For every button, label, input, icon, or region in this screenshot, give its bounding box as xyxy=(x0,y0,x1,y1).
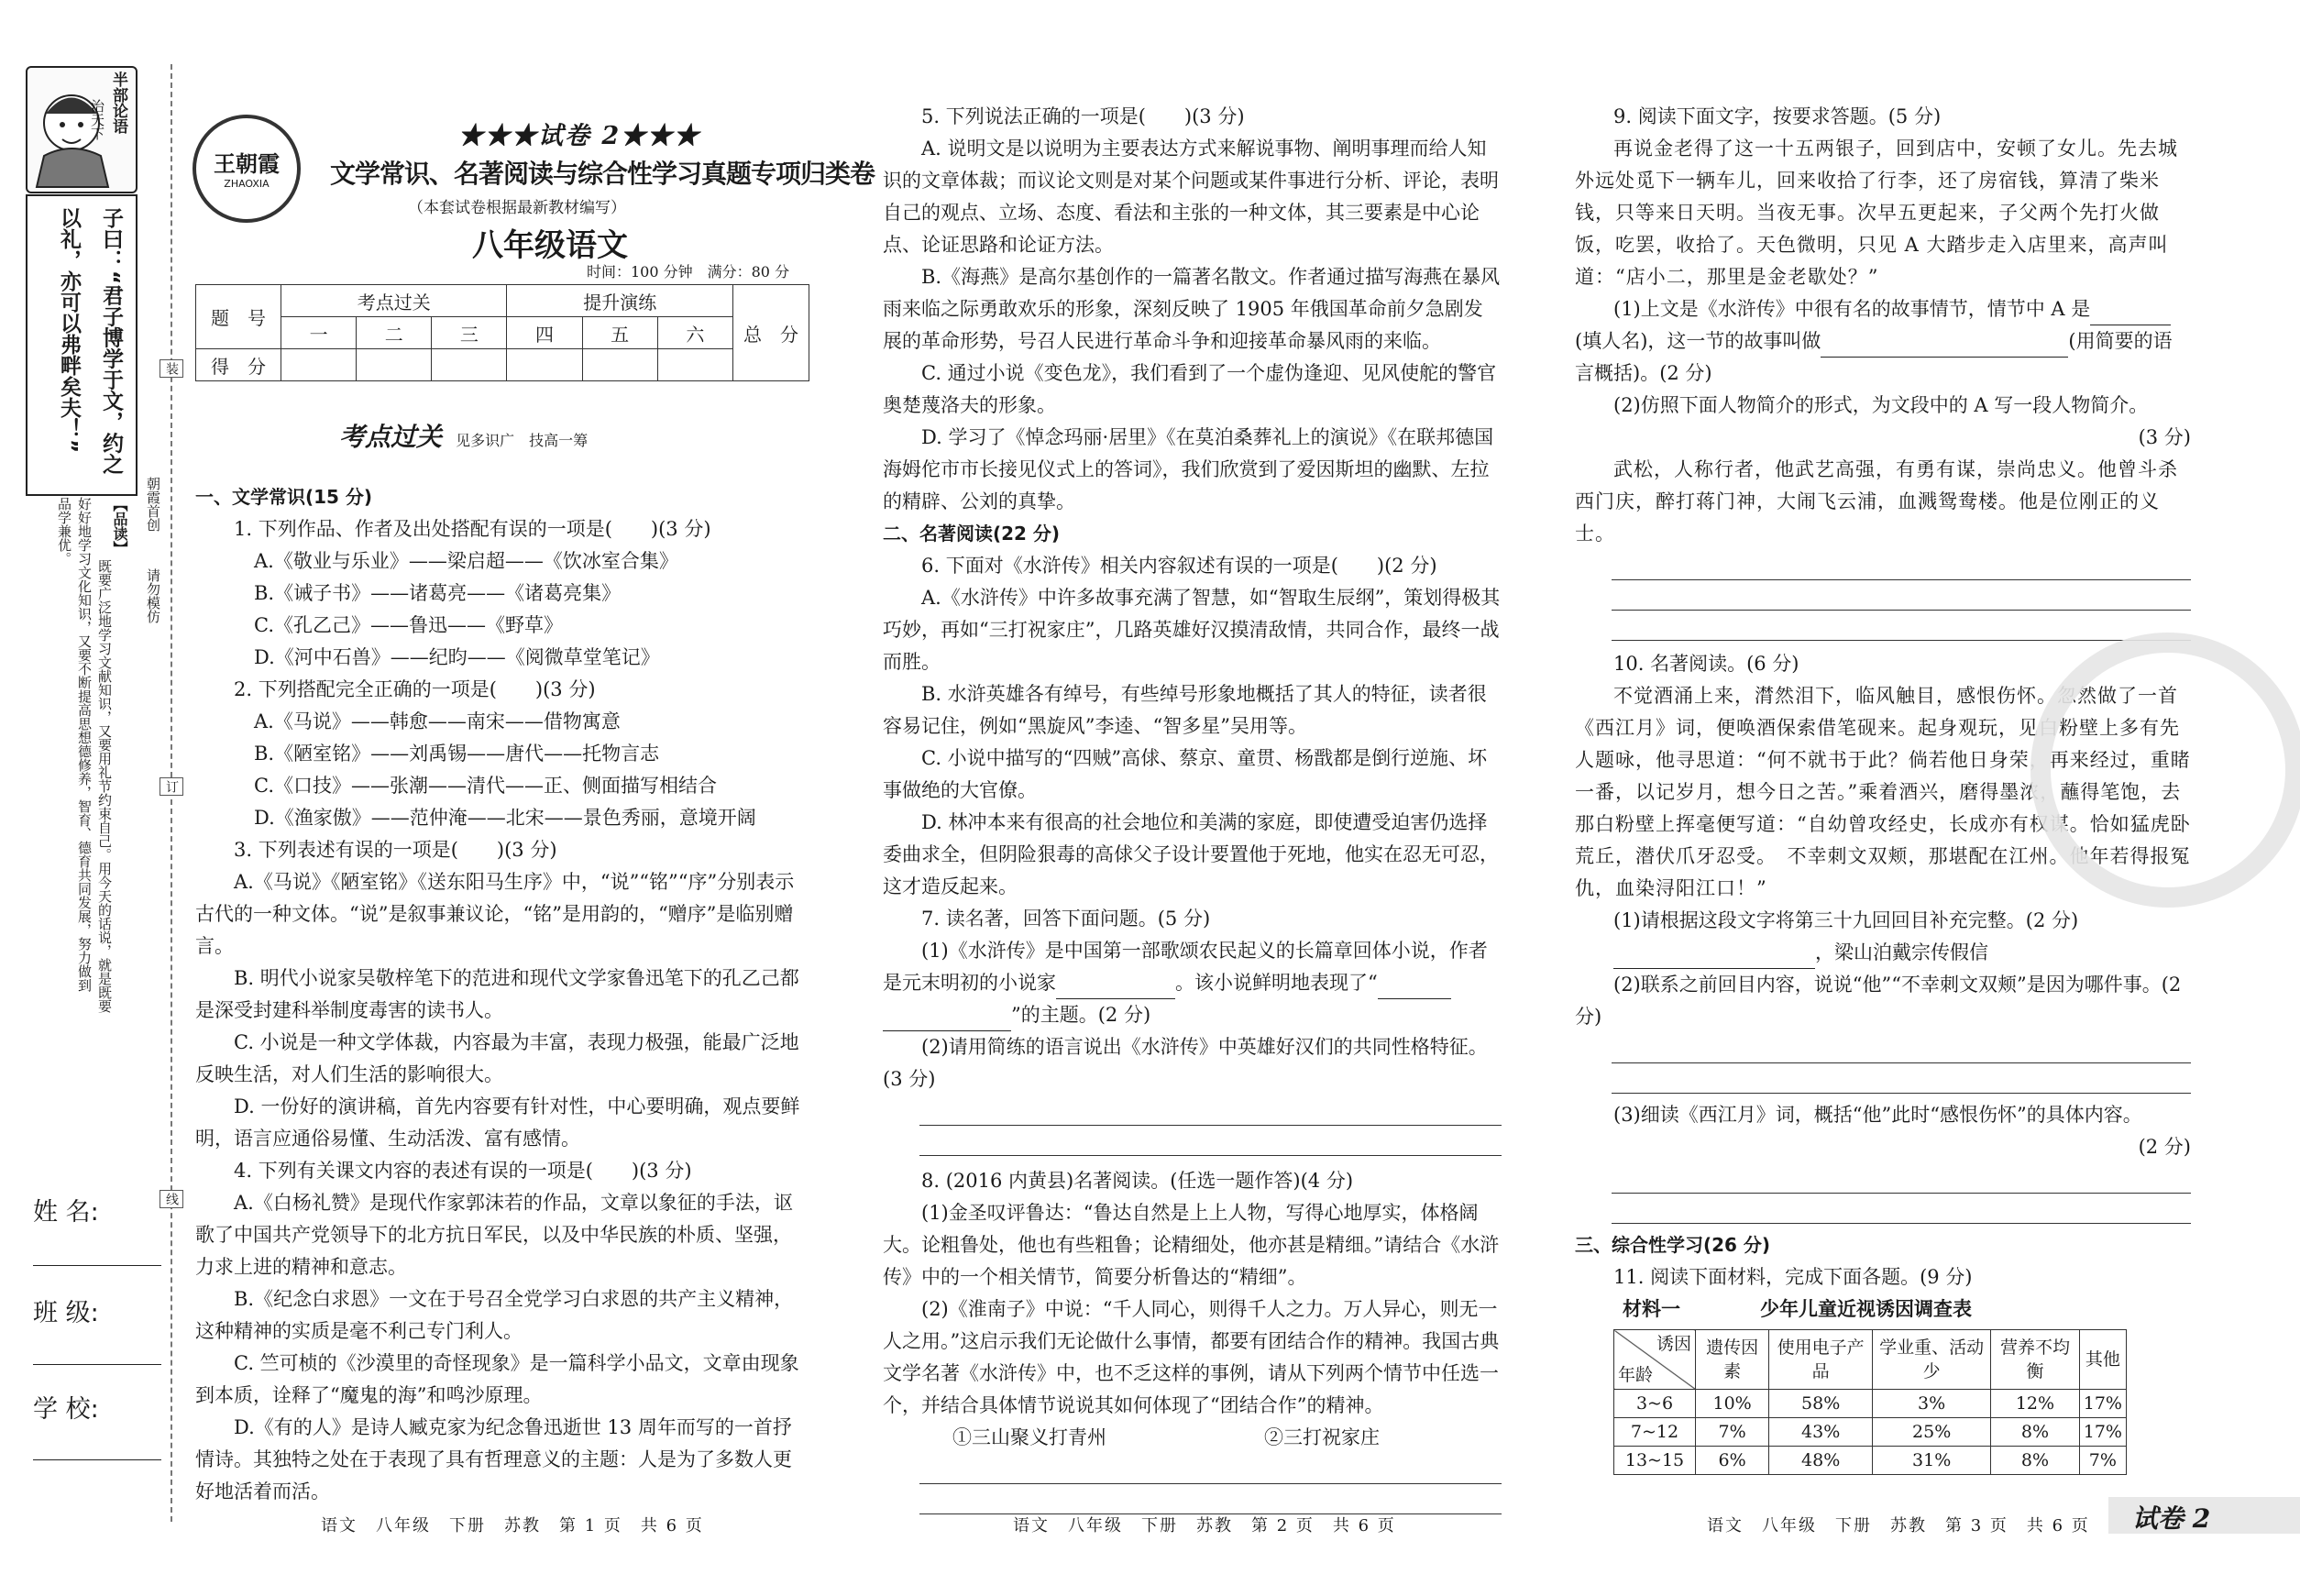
score-cell[interactable] xyxy=(281,349,357,381)
q8-option-2: ②三打祝家庄 xyxy=(1264,1426,1380,1448)
table-header: 使用电子产品 xyxy=(1769,1330,1873,1390)
q5-option-a: A. 说明文是以说明为主要表达方式来解说事物、阐明事理而给人知识的文章体裁；而议论文则是对某个问题或某件事进行分析、评论，表明自己的观点、立场、态度、看法和主张的一种文体，其三要素是中心论点、论证思路和论证方法。 xyxy=(883,138,1499,256)
q1-option-b: B.《诫子书》——诸葛亮——《诸葛亮集》 xyxy=(254,582,622,604)
answer-line[interactable] xyxy=(919,1484,1502,1514)
q10-title-blank[interactable] xyxy=(1613,946,1815,969)
logo-subtext: ZHAOXIA xyxy=(224,178,270,190)
table-row xyxy=(1614,1418,2127,1447)
q8-2-text: (2)《淮南子》中说：“千人同心，则得千人之力。万人异心，则无一人之用。”这启示我们无论做什么事情，都要有团结合作的精神。我国古典文学名著《水浒传》中，也不乏这样的事例，请从下列两个情节中任选一个，并结合具体情节说说其如何体现了“团结合作”的精神。 xyxy=(883,1298,1500,1416)
footer-page-2: 语文 八年级 下册 苏教 第 2 页 共 6 页 xyxy=(1013,1516,1396,1535)
q10-2-text: (2)联系之前回目内容，说说“他”“不幸刺文双颊”是因为哪件事。(2 分) xyxy=(1575,974,2182,1028)
q9-name-blank[interactable] xyxy=(2090,303,2171,325)
q7-author-blank[interactable] xyxy=(1056,976,1175,999)
exam-title: 文学常识、名著阅读与综合性学习真题专项归类卷 xyxy=(330,159,875,189)
table-header: 营养不均衡 xyxy=(1991,1330,2080,1390)
q9-stem: 9. 阅读下面文字，按要求答题。(5 分) xyxy=(1613,105,1942,127)
grade-title: 八年级语文 xyxy=(472,227,628,264)
pindu-col-2: 好好地学习文化知识，又要不断提高思想德修养，智育、德育共同发展，努力做到 xyxy=(76,497,93,992)
q7-1-text: (1)《水浒传》是中国第一部歌颂农民起义的长篇章回体小说，作者是元末明初的小说家 xyxy=(883,940,1488,994)
q9-passage: 再说金老得了这一十五两银子，回到店中，安顿了女儿。先去城外远处觅下一辆车儿，回来收拾了行李，还了房宿钱，算清了柴米钱，只等来日天明。当夜无事。次早五更起来，子父两个先打火做饭，吃罢，收拾了。天色微明，只见 A 大踏步走入店里来，高声叫道：“店小二，那里是金老歇处？” xyxy=(1575,138,2178,288)
name-field[interactable] xyxy=(33,1265,161,1266)
banner-title: 考点过关 xyxy=(339,422,443,452)
q2-option-c: C.《口技》——张潮——清代——正、侧面描写相结合 xyxy=(254,775,717,797)
score-group-2: 提升演练 xyxy=(507,285,733,317)
footer-page-3: 语文 八年级 下册 苏教 第 3 页 共 6 页 xyxy=(1707,1516,2090,1535)
cell: 3% xyxy=(1873,1390,1991,1418)
score-cell[interactable] xyxy=(657,349,732,381)
class-label: 班 级: xyxy=(33,1299,99,1327)
q10-passage: 不觉酒涌上来，潸然泪下，临风触目，感恨伤怀。忽然做了一首《西江月》词，便唤酒保索借笔砚来。起身观玩，见白粉壁上多有先人题咏，他寻思道：“何不就书于此？倘若他日身荣，再来经过，重睹一番，以记岁月，想今日之苦。”乘着酒兴，磨得墨浓，蘸得笔饱，去那白粉壁上挥毫便写道：“自幼曾攻经史，长成亦有权谋。恰如猛虎卧荒丘，潜伏爪牙忍受。 不幸刺文双颊，那堪配在江州。他年若得报冤仇，血染浔阳江口！” xyxy=(1575,685,2191,899)
answer-line[interactable] xyxy=(919,1126,1502,1156)
q9-1-text: (1)上文是《水浒传》中很有名的故事情节，情节中 A 是 xyxy=(1613,298,2091,320)
q4-option-c: C. 竺可桢的《沙漠里的奇怪现象》是一篇科学小品文，文章由现象到本质，诠释了“魔鬼的海”和鸣沙原理。 xyxy=(195,1352,799,1406)
q2-option-b: B.《陋室铭》——刘禹锡——唐代——托物言志 xyxy=(254,743,660,765)
quote-col-2: 以礼，亦可以弗畔矣夫！” xyxy=(57,207,81,454)
table-corner xyxy=(1614,1330,1696,1390)
cell: 7% xyxy=(2079,1447,2126,1475)
sidebar xyxy=(0,0,183,1596)
cell: 7% xyxy=(1696,1418,1769,1447)
cell: 43% xyxy=(1769,1418,1873,1447)
q7-1-text-2: 。该小说鲜明地表现了“ xyxy=(1175,972,1378,994)
q4-option-a: A.《白杨礼赞》是现代作家郭沫若的作品，文章以象征的手法，讴歌了中国共产党领导下的北方抗日军民，以及中华民族的朴质、坚强，力求上进的精神和意志。 xyxy=(195,1192,793,1278)
q7-stem: 7. 读名著，回答下面问题。(5 分) xyxy=(921,908,1211,930)
brand-logo xyxy=(193,115,301,223)
q7-theme-blank[interactable] xyxy=(1378,976,1451,999)
original-text-2: 请勿模仿 xyxy=(145,568,161,623)
answer-line[interactable] xyxy=(919,1095,1502,1126)
answer-line[interactable] xyxy=(1612,1033,2191,1063)
exam-number: ★★★试卷 2★★★ xyxy=(458,122,701,150)
section-1-heading: 一、文学常识(15 分) xyxy=(195,486,373,508)
banner-subtitle: 见多识广 技高一筹 xyxy=(456,432,589,449)
cell: 13~15 xyxy=(1614,1447,1696,1475)
class-field[interactable] xyxy=(33,1364,161,1365)
q3-option-d: D. 一份好的演讲稿，首先内容要有针对性，中心要明确，观点要鲜明，语言应通俗易懂、生动活泼、富有感情。 xyxy=(195,1095,800,1150)
q5-option-c: C. 通过小说《变色龙》，我们看到了一个虚伪逢迎、见风使舵的警官奥楚蔑洛夫的形象。 xyxy=(883,362,1497,416)
time-info: 时间：100 分钟 满分：80 分 xyxy=(587,263,790,281)
badge-text-2: 治天下 xyxy=(89,99,105,140)
q6-option-a: A.《水浒传》中许多故事充满了智慧，如“智取生辰纲”，策划得极其巧妙，再如“三打祝家庄”，几路英雄好汉摸清敌情，共同合作，最终一战而胜。 xyxy=(883,587,1501,673)
pindu-col-1: 既要广泛地学习文献知识，又要用礼节约束自己。用今天的话说，就是既要 xyxy=(96,559,113,1013)
quote-box xyxy=(26,194,138,496)
cell: 48% xyxy=(1769,1447,1873,1475)
q3-stem: 3. 下列表述有误的一项是( )(3 分) xyxy=(234,839,557,861)
cell: 17% xyxy=(2079,1418,2126,1447)
score-group-1: 考点过关 xyxy=(281,285,507,317)
section-2-heading: 二、名著阅读(22 分) xyxy=(883,523,1061,545)
cell: 3~6 xyxy=(1614,1390,1696,1418)
section-banner xyxy=(339,417,706,454)
survey-table xyxy=(1613,1329,2127,1475)
q4-stem: 4. 下列有关课文内容的表述有误的一项是( )(3 分) xyxy=(234,1160,692,1182)
q7-1-text-3: ”的主题。(2 分) xyxy=(1011,1004,1151,1026)
answer-line[interactable] xyxy=(1612,611,2191,641)
pindu-col-3: 品学兼优。 xyxy=(56,497,72,566)
answer-line[interactable] xyxy=(1612,580,2191,611)
exam-subtitle: （本套试卷根据最新教材编写） xyxy=(408,199,626,217)
q9-sample: 武松，人称行者，他武艺高强，有勇有谋，崇尚忠义。他曾斗杀西门庆，醉打蒋门神，大闹飞云浦，血溅鸳鸯楼。他是位刚正的义士。 xyxy=(1575,458,2178,545)
cell: 58% xyxy=(1769,1390,1873,1418)
score-cell[interactable] xyxy=(582,349,657,381)
cell: 10% xyxy=(1696,1390,1769,1418)
q2-stem: 2. 下列搭配完全正确的一项是( )(3 分) xyxy=(234,678,596,700)
cell: 8% xyxy=(1991,1418,2080,1447)
score-col-1: 一 xyxy=(281,317,357,349)
score-col-2: 二 xyxy=(357,317,432,349)
cell: 17% xyxy=(2079,1390,2126,1418)
q5-stem: 5. 下列说法正确的一项是( )(3 分) xyxy=(921,105,1245,127)
logo-text: 王朝霞 xyxy=(214,150,280,177)
footer-page-1: 语文 八年级 下册 苏教 第 1 页 共 6 页 xyxy=(321,1516,704,1535)
q6-option-d: D. 林冲本来有很高的社会地位和美满的家庭，即使遭受迫害仍选择委曲求全，但阴险狠毒的高俅父子设计要置他于死地，他实在忍无可忍，这才造反起来。 xyxy=(883,811,1499,897)
table-header: 其他 xyxy=(2079,1330,2126,1390)
q8-1-text: (1)金圣叹评鲁达：“鲁达自然是上上人物，写得心地厚实，体格阔大。论粗鲁处，他也有些粗鲁；论精细处，他亦甚是精细。”请结合《水浒传》中的一个相关情节，简要分析鲁达的“精细”。 xyxy=(883,1202,1500,1288)
footer-tag-text: 试卷 2 xyxy=(2132,1503,2211,1534)
original-text-1: 朝霞首创 xyxy=(145,477,161,532)
answer-line[interactable] xyxy=(1612,1163,2191,1194)
cell: 12% xyxy=(1991,1390,2080,1418)
q9-1-text-2: (填人名)，这一节的故事叫做 xyxy=(1575,330,1821,352)
column-1 xyxy=(195,481,809,1508)
pindu-tag: 【品读】 xyxy=(111,497,128,556)
q9-1-text-3: (用简要的语言概括)。(2 分) xyxy=(1575,330,2173,384)
material-label: 材料一 xyxy=(1623,1298,1680,1320)
badge-text-1: 半部论语 xyxy=(109,72,127,134)
school-field[interactable] xyxy=(33,1459,161,1460)
corner-factor: 诱因 xyxy=(1656,1334,1691,1354)
cell: 25% xyxy=(1873,1418,1991,1447)
watermark-seal-icon xyxy=(2030,633,2300,908)
cut-mark-1: 装 xyxy=(160,359,183,378)
name-label: 姓 名: xyxy=(33,1198,99,1227)
cell: 8% xyxy=(1991,1447,2080,1475)
q4-option-d: D.《有的人》是诗人臧克家为纪念鲁迅逝世 13 周年而写的一首抒情诗。其独特之处在于表现了具有哲理意义的主题：人是为了多数人更好地活着而活。 xyxy=(195,1416,792,1502)
quote-col-1: 子曰：“君子博学于文，约之 xyxy=(99,207,123,475)
score-cell[interactable] xyxy=(357,349,432,381)
q9-2-score: (3 分) xyxy=(2138,426,2191,448)
q1-option-c: C.《孔乙己》——鲁迅——《野草》 xyxy=(254,614,563,636)
table-row xyxy=(1614,1390,2127,1418)
q2-option-d: D.《渔家傲》——范仲淹——北宋——景色秀丽，意境开阔 xyxy=(254,807,756,829)
q5-option-b: B.《海燕》是高尔基创作的一篇著名散文。作者通过描写海燕在暴风雨来临之际勇敢欢乐的形象，深刻反映了 1905 年俄国革命前夕急剧发展的革命形势，号召人民进行革命斗争和迎接革命暴风雨的来临。 xyxy=(883,266,1501,352)
q10-3-text: (3)细读《西江月》词，概括“他”此时“感恨伤怀”的具体内容。 xyxy=(1613,1104,2142,1126)
q4-option-b: B.《纪念白求恩》一文在于号召全党学习白求恩的共产主义精神，这种精神的实质是毫不利己专门利人。 xyxy=(195,1288,794,1342)
q10-3-score: (2 分) xyxy=(2138,1136,2191,1158)
score-table xyxy=(195,284,809,381)
column-2 xyxy=(883,101,1502,1514)
q3-option-b: B. 明代小说家吴敬梓笔下的范进和现代文学家鲁迅笔下的孔乙己都是深受封建科举制度毒害的读书人。 xyxy=(195,967,799,1021)
answer-line[interactable] xyxy=(1612,1063,2191,1094)
answer-line[interactable] xyxy=(1612,1194,2191,1224)
table-row xyxy=(1614,1447,2127,1475)
table-header: 学业重、活动少 xyxy=(1873,1330,1991,1390)
q3-option-c: C. 小说是一种文学体裁，内容最为丰富，表现力极强，能最广泛地反映生活，对人们生活的影响很大。 xyxy=(195,1031,799,1085)
score-col-6: 六 xyxy=(657,317,732,349)
section-3-heading: 三、综合性学习(26 分) xyxy=(1575,1234,1771,1256)
q10-1-text: (1)请根据这段文字将第三十九回回目补充完整。(2 分) xyxy=(1613,909,2079,931)
q6-option-b: B. 水浒英雄各有绰号，有些绰号形象地概括了其人的特征，读者很容易记住，例如“黑旋风”李逵、“智多星”吴用等。 xyxy=(883,683,1487,737)
score-col-4: 四 xyxy=(507,317,582,349)
q3-option-a: A.《马说》《陋室铭》《送东阳马生序》中，“说”“铭”“序”分别表示古代的一种文体。“说”是叙事兼议论，“铭”是用韵的，“赠序”是临别赠言。 xyxy=(195,871,795,957)
cut-mark-3: 线 xyxy=(160,1190,183,1208)
q2-option-a: A.《马说》——韩愈——南宋——借物寓意 xyxy=(254,710,621,732)
score-col-5: 五 xyxy=(582,317,657,349)
q9-2-text: (2)仿照下面人物简介的形式，为文段中的 A 写一段人物简介。 xyxy=(1613,394,2149,416)
score-col-3: 三 xyxy=(432,317,507,349)
q10-stem: 10. 名著阅读。(6 分) xyxy=(1613,653,1799,675)
answer-line[interactable] xyxy=(1612,550,2191,580)
q1-stem: 1. 下列作品、作者及出处搭配有误的一项是( )(3 分) xyxy=(234,518,711,540)
cell: 6% xyxy=(1696,1447,1769,1475)
q6-stem: 6. 下面对《水浒传》相关内容叙述有误的一项是( )(2 分) xyxy=(921,555,1437,577)
score-total: 总 分 xyxy=(733,285,809,381)
school-label: 学 校: xyxy=(33,1395,99,1424)
q8-option-1: ①三山聚义打青州 xyxy=(952,1426,1106,1448)
q7-theme-blank-2[interactable] xyxy=(883,1008,1011,1031)
material-title: 少年儿童近视诱因调查表 xyxy=(1760,1298,1972,1320)
score-cell[interactable] xyxy=(507,349,582,381)
footer-tag xyxy=(2108,1497,2300,1534)
score-cell[interactable] xyxy=(432,349,507,381)
score-row-label: 得 分 xyxy=(196,349,281,381)
cell: 7~12 xyxy=(1614,1418,1696,1447)
q8-stem: 8. (2016 内黄县)名著阅读。(任选一题作答)(4 分) xyxy=(921,1170,1354,1192)
q10-1-title-end: ，梁山泊戴宗传假信 xyxy=(1815,941,1988,963)
corner-age: 年龄 xyxy=(1618,1365,1654,1385)
q9-story-blank[interactable] xyxy=(1821,335,2068,358)
q1-option-d: D.《河中石兽》——纪昀——《阅微草堂笔记》 xyxy=(254,646,660,668)
cell: 31% xyxy=(1873,1447,1991,1475)
q7-2-text: (2)请用简练的语言说出《水浒传》中英雄好汉们的共同性格特征。(3 分) xyxy=(883,1036,1488,1090)
answer-line[interactable] xyxy=(919,1454,1502,1484)
q6-option-c: C. 小说中描写的“四贼”高俅、蔡京、童贯、杨戬都是倒行逆施、坏事做绝的大官僚。 xyxy=(883,747,1488,801)
q5-option-d: D. 学习了《悼念玛丽·居里》《在莫泊桑葬礼上的演说》《在联邦德国海姆佗市市长接见仪式上的答词》，我们欣赏到了爱因斯坦的幽默、左拉的精辟、公刘的真挚。 xyxy=(883,426,1494,512)
cut-mark-2: 订 xyxy=(160,777,183,796)
q11-stem: 11. 阅读下面材料，完成下面各题。(9 分) xyxy=(1613,1266,1973,1288)
sage-cartoon-icon xyxy=(26,66,138,193)
score-head-label: 题 号 xyxy=(196,285,281,349)
table-header: 遗传因素 xyxy=(1696,1330,1769,1390)
q1-option-a: A.《敬业与乐业》——梁启超——《饮冰室合集》 xyxy=(254,550,678,572)
